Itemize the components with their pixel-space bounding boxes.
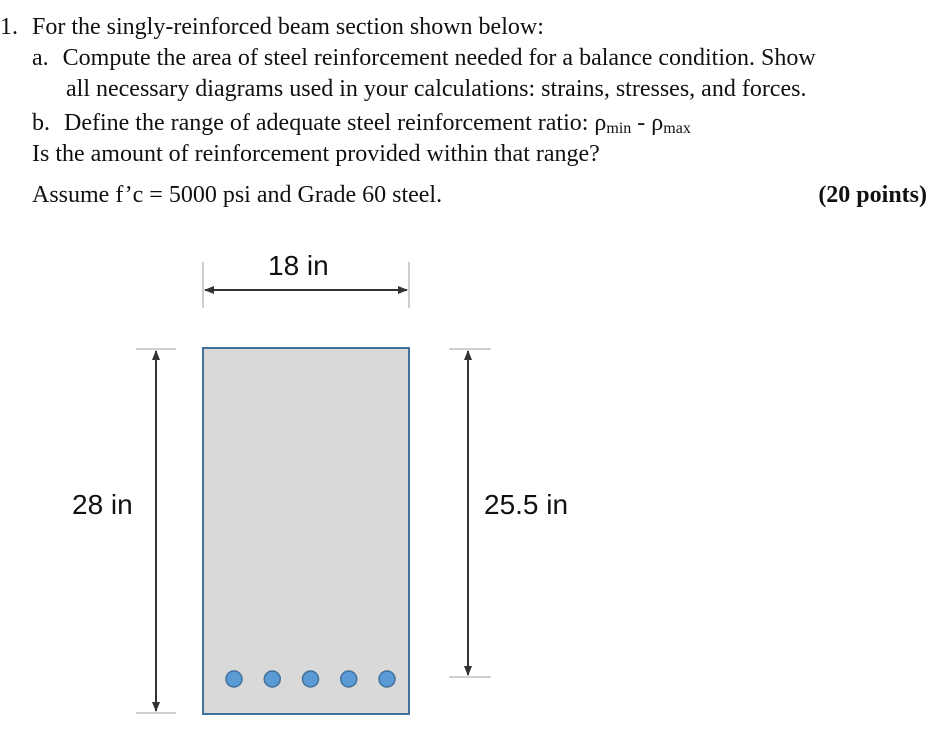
assumption-text: Assume f’c = 5000 psi and Grade 60 steel. [32, 182, 443, 208]
part-b-text: Define the range of adequate steel reinforcement ratio: [64, 110, 595, 136]
rebar-3 [303, 671, 319, 687]
height-label: 28 in [72, 489, 133, 520]
rho-max-symbol: ρ [651, 110, 664, 136]
points-label: (20 points) [818, 182, 927, 208]
rho-min-subscript: min [606, 120, 632, 137]
part-a-label: a. [32, 45, 49, 71]
problem-number: 1. [0, 14, 18, 40]
question-text: Is the amount of reinforcement provided within that range? [32, 141, 600, 167]
rho-min-symbol: ρ [594, 110, 607, 136]
problem-intro: For the singly-reinforced beam section shown below: [32, 14, 544, 40]
range-dash: - [631, 110, 652, 136]
part-a-text-2: all necessary diagrams used in your calculations: strains, stresses, and forces. [66, 76, 807, 102]
part-b-label: b. [32, 110, 50, 136]
rebar-5 [379, 671, 395, 687]
rebar-1 [226, 671, 242, 687]
rebar-4 [341, 671, 357, 687]
depth-label: 25.5 in [484, 489, 569, 520]
rho-max-subscript: max [663, 120, 691, 137]
part-a-text-1: Compute the area of steel reinforcement needed for a balance condition. Show [62, 45, 816, 71]
height-dimension [136, 349, 176, 713]
beam-cross-section [203, 348, 409, 714]
rebar-2 [264, 671, 280, 687]
width-label: 18 in [268, 250, 329, 281]
